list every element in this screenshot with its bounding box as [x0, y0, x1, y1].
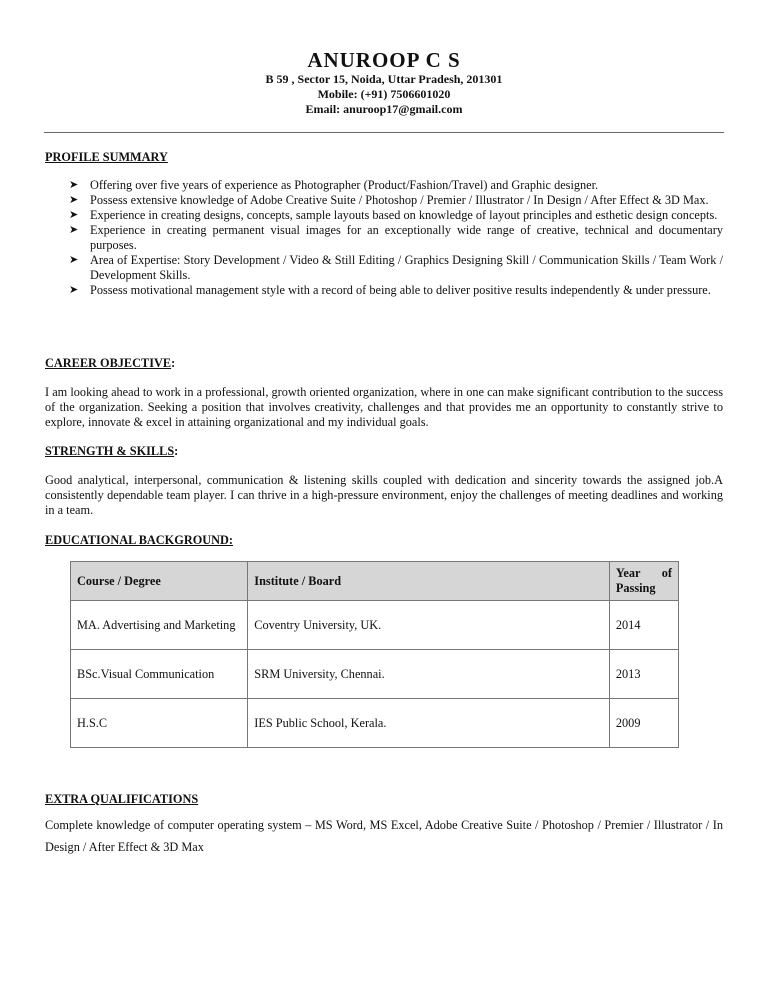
- course-cell: MA. Advertising and Marketing: [71, 601, 248, 650]
- arrow-bullet-icon: ➤: [69, 224, 79, 236]
- candidate-name: ANUROOP C S: [307, 48, 461, 72]
- strength-skills-heading: STRENGTH & SKILLS: [45, 444, 175, 458]
- table-row: [71, 601, 679, 650]
- career-objective-text: I am looking ahead to work in a professional, growth oriented organization, where in one can make significant contribution to the success of the organization. Seeking a position that involves creativity, challenges and that provides me an opportunity to constantly strive to explore, innovate & excel in attaining organizational and my individual goals.: [45, 385, 723, 429]
- course-cell: H.S.C: [71, 699, 248, 748]
- list-item: ➤ Possess motivational management style with a record of being able to deliver positive results independently & under pressure.: [69, 283, 711, 297]
- email: Email: anuroop17@gmail.com: [305, 102, 463, 116]
- year-cell: 2014: [609, 601, 678, 650]
- mobile: Mobile: (+91) 7506601020: [317, 87, 451, 101]
- list-item: ➤ Experience in creating permanent visual images for an exceptionally wide range of creative, technical and documentary purposes.: [69, 223, 723, 252]
- arrow-bullet-icon: ➤: [69, 284, 79, 296]
- institute-cell: IES Public School, Kerala.: [248, 699, 610, 748]
- column-header-course: Course / Degree: [71, 562, 248, 601]
- arrow-bullet-icon: ➤: [69, 179, 79, 191]
- profile-summary-heading: PROFILE SUMMARY: [45, 150, 168, 164]
- arrow-bullet-icon: ➤: [69, 194, 79, 206]
- education-table: [70, 561, 679, 748]
- extra-qualifications-section: [45, 792, 723, 858]
- list-item: ➤ Possess extensive knowledge of Adobe Creative Suite / Photoshop / Premier / Illustrator / In Design / After Effect & 3D Max.: [69, 193, 709, 207]
- table-row: [71, 650, 679, 699]
- profile-summary-section: [45, 150, 723, 298]
- column-header-institute: Institute / Board: [248, 562, 610, 601]
- list-item: ➤ Offering over five years of experience as Photographer (Product/Fashion/Travel) and Graphic designer.: [69, 178, 599, 192]
- arrow-bullet-icon: ➤: [69, 209, 79, 221]
- list-item: ➤ Experience in creating designs, concepts, sample layouts based on knowledge of layout principles and esthetic design concepts.: [69, 208, 718, 222]
- year-cell: 2013: [609, 650, 678, 699]
- arrow-bullet-icon: ➤: [69, 254, 79, 266]
- list-item: ➤ Area of Expertise: Story Development / Video & Still Editing / Graphics Designing Skill / Communication Skills / Team Work / Development Skills.: [69, 253, 723, 282]
- education-heading-wrap: [45, 533, 723, 548]
- table-row: [71, 699, 679, 748]
- institute-cell: SRM University, Chennai.: [248, 650, 610, 699]
- education-heading: EDUCATIONAL BACKGROUND:: [45, 533, 233, 547]
- course-cell: BSc.Visual Communication: [71, 650, 248, 699]
- career-objective-heading: CAREER OBJECTIVE: [45, 356, 172, 370]
- year-cell: 2009: [609, 699, 678, 748]
- profile-summary-list: [45, 178, 723, 298]
- strength-skills-text: Good analytical, interpersonal, communication & listening skills coupled with dedication and sincerity towards the assigned job.A consistently dependable team player. I can thrive in a high-pressure environment, enjoy the challenges of meeting deadlines and working in a team.: [45, 473, 723, 517]
- institute-cell: Coventry University, UK.: [248, 601, 610, 650]
- address: B 59 , Sector 15, Noida, Uttar Pradesh, 201301: [265, 72, 503, 86]
- career-objective-section: CAREER OBJECTIVE: I am looking ahead to work in a professional, growth oriented organization, where in one can make significant contribution to the success of the organization. Seeking a position that involves creativity, challenges and that provides me an opportunity to constantly strive to explore, innovate & excel in attaining organizational and my individual goals.: [45, 356, 723, 429]
- extra-qualifications-heading: EXTRA QUALIFICATIONS: [45, 792, 199, 806]
- resume-header: [0, 48, 768, 117]
- header-divider: [44, 132, 724, 133]
- strength-skills-section: STRENGTH & SKILLS: Good analytical, interpersonal, communication & listening skills coupled with dedication and sincerity towards the assigned job.A consistently dependable team player. I can thrive in a high-pressure environment, enjoy the challenges of meeting deadlines and working in a team.: [45, 444, 723, 517]
- column-header-year: Year of Passing: [609, 562, 678, 601]
- table-header-row: [71, 562, 679, 601]
- extra-qualifications-text: Complete knowledge of computer operating system – MS Word, MS Excel, Adobe Creative Suite / Photoshop / Premier / Illustrator / In Design / After Effect & 3D Max: [45, 818, 723, 854]
